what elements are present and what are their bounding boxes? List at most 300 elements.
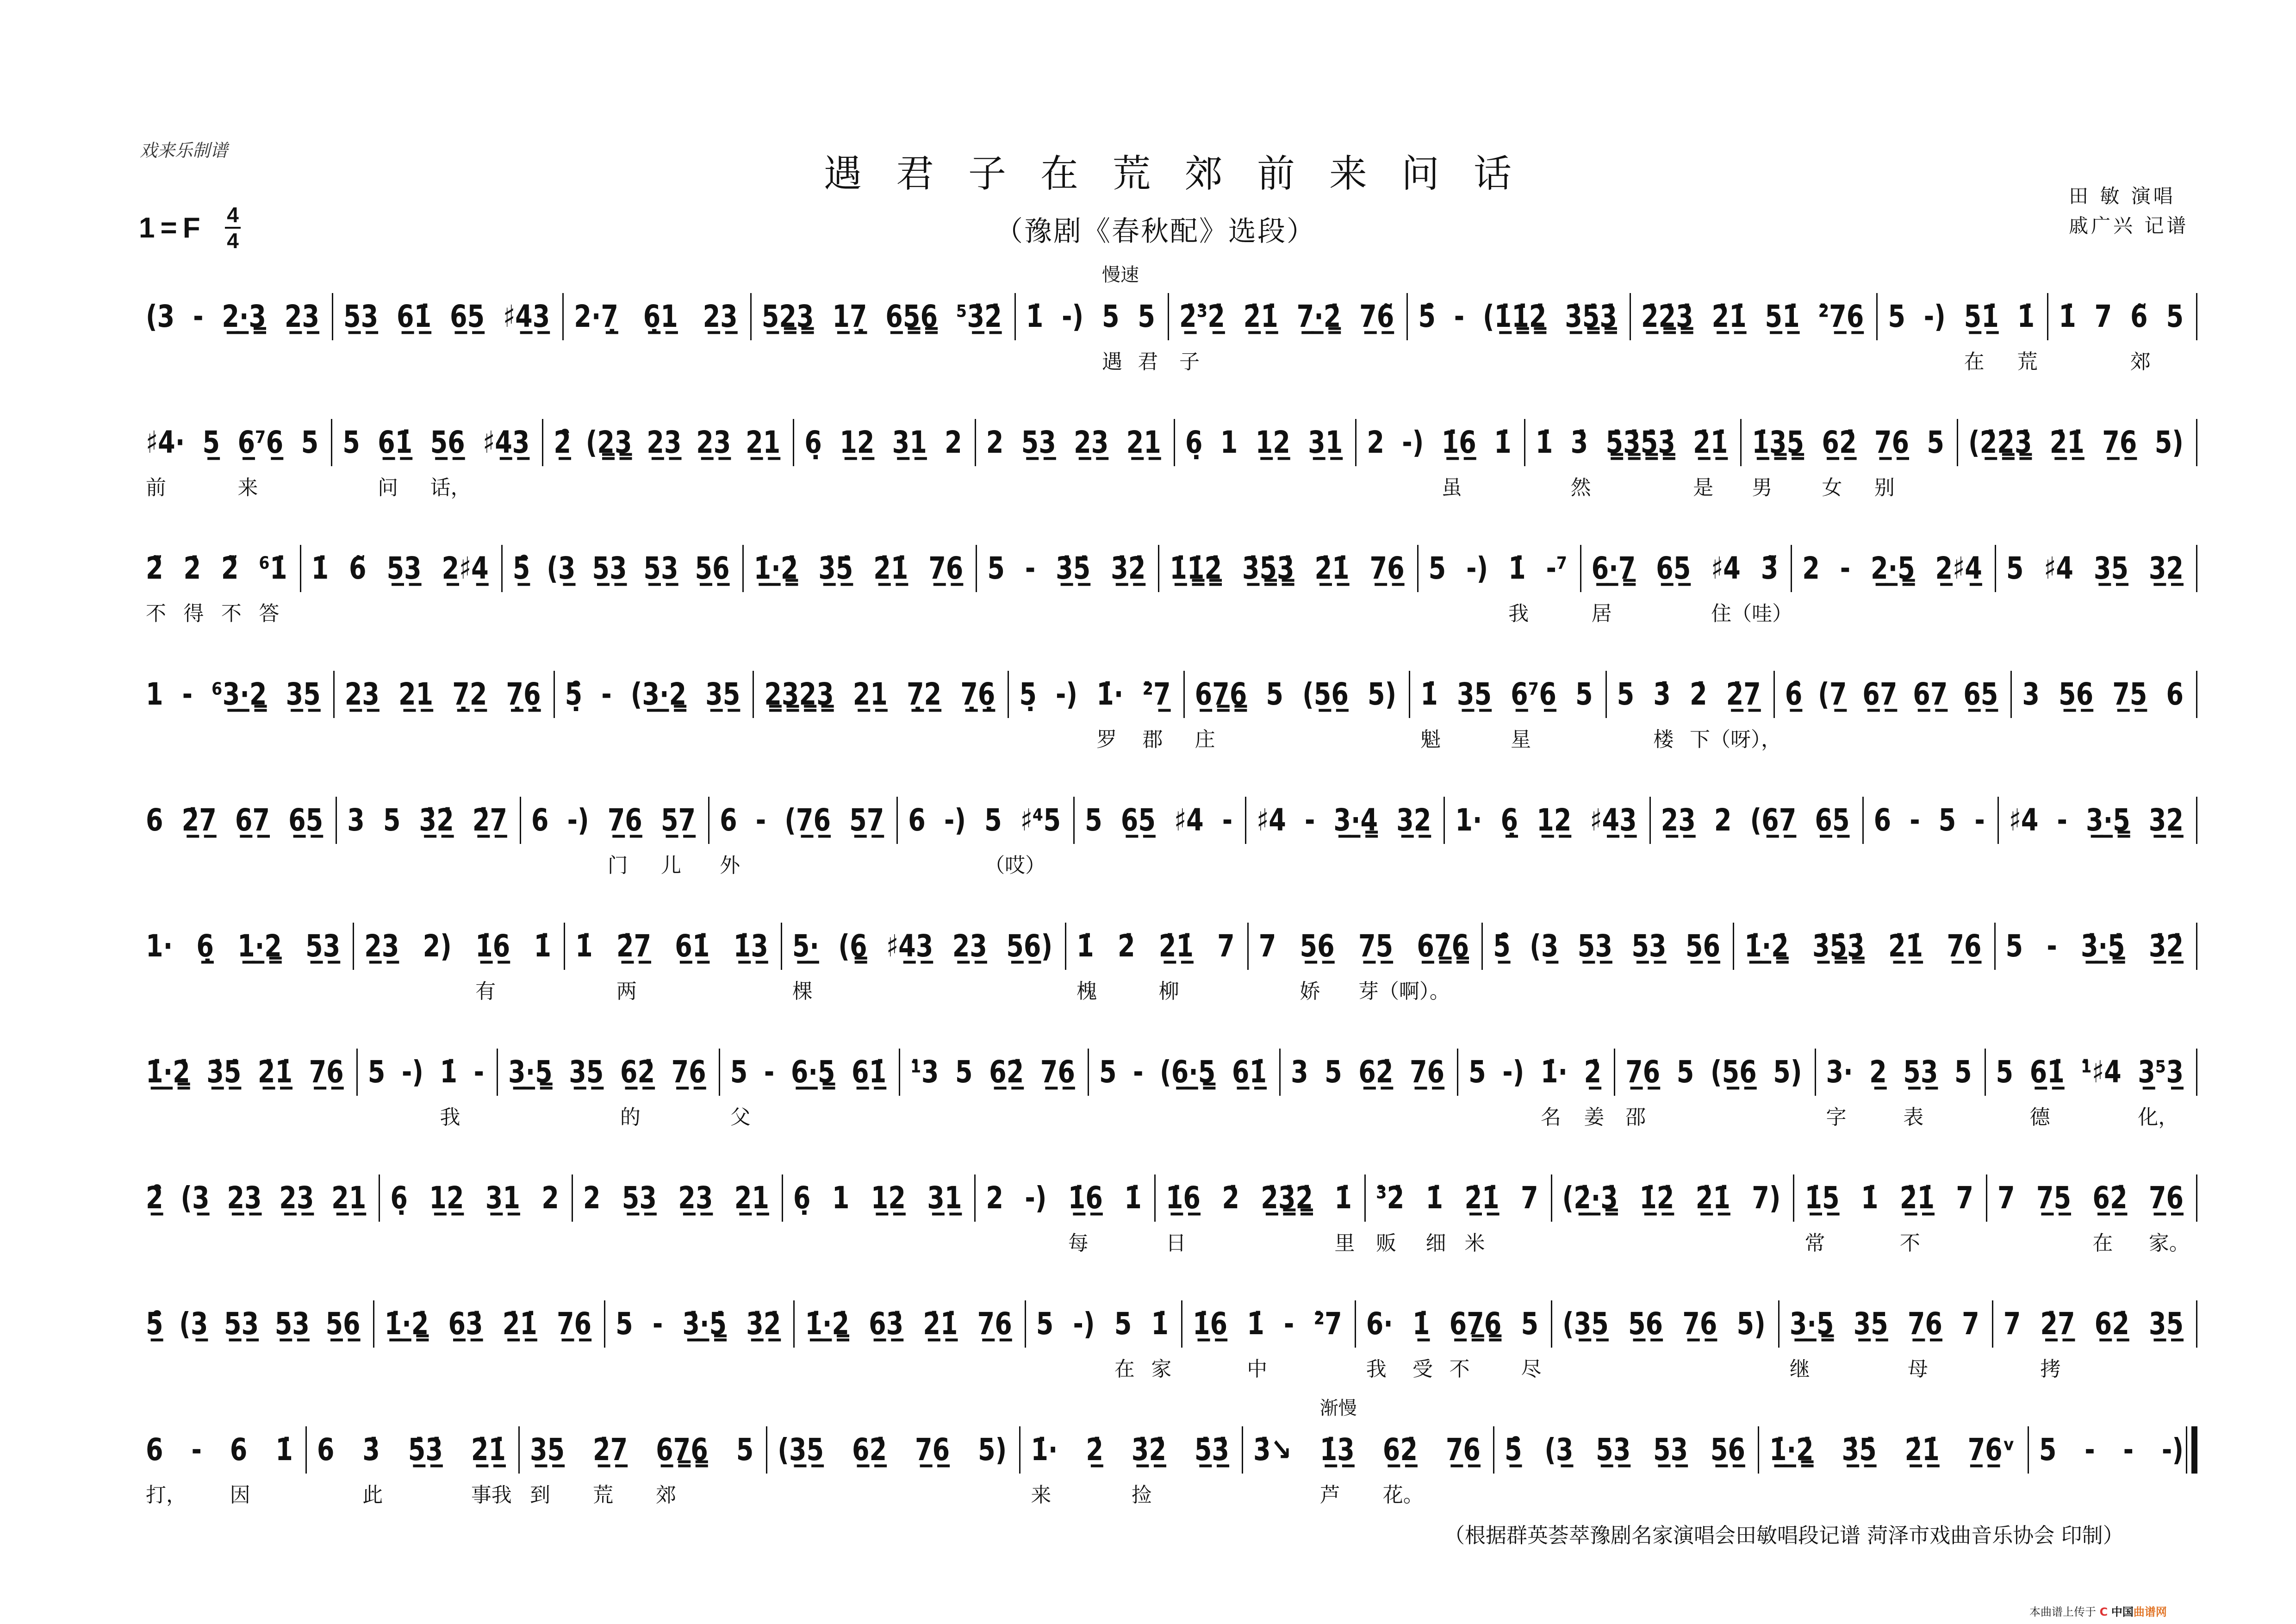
notes: 5̑ — [1418, 298, 1436, 334]
note-group — [2040, 1300, 2075, 1381]
note-group — [1319, 1398, 1357, 1507]
tempo-marking: 渐慢 — [1319, 1398, 1357, 1419]
notes: 7̲6̲ — [2102, 424, 2137, 460]
notes: 5̲6̲ — [1685, 928, 1721, 964]
note-group — [2036, 1174, 2071, 1222]
notes: - — [1840, 550, 1851, 586]
note-group — [1562, 1174, 1618, 1222]
lyric: 家。 — [2148, 1231, 2190, 1255]
note-group — [473, 797, 507, 844]
note-group — [1420, 671, 1441, 751]
notes: 5̲2̳3̳ — [761, 298, 814, 334]
lyric: 字 — [1826, 1106, 1847, 1129]
note-group — [1222, 797, 1232, 844]
notes: 5̲6̲ — [695, 550, 730, 586]
measure — [1999, 797, 2197, 923]
note-group — [592, 545, 627, 592]
notes: 3̲⁵3̲ — [2138, 1054, 2184, 1090]
notes: 6̲⁷6̲ — [1511, 676, 1556, 712]
note-group — [987, 545, 1005, 592]
notes: 2̲̇7̲ — [181, 802, 217, 838]
notes: 5) — [978, 1431, 1007, 1468]
notes: 7̲6̲ — [1874, 424, 1910, 460]
notes: 5 — [1617, 676, 1635, 712]
note-group — [471, 1426, 512, 1507]
notes: 2 — [1367, 424, 1384, 460]
note-group — [1257, 797, 1286, 844]
notes: 5̲6̲ — [325, 1305, 361, 1342]
notes: 5 — [2006, 550, 2024, 586]
note-group — [1625, 1049, 1661, 1129]
note-group — [1454, 293, 1464, 340]
notes: 2̲̇3̳̇2̳̇ — [1261, 1180, 1313, 1216]
notes: 7̲5̲ — [1358, 928, 1394, 964]
lyric: 答 — [259, 602, 280, 625]
notes: (2̳3̳ — [585, 424, 632, 460]
note-group — [259, 545, 287, 625]
note-group — [569, 1049, 604, 1096]
notes: - — [182, 676, 193, 712]
note-group — [1693, 419, 1728, 500]
notes: 1̲·̲2̳ — [237, 928, 282, 964]
note-group — [146, 1174, 163, 1222]
watermark-site-name-accent: 曲谱网 — [2133, 1605, 2167, 1618]
note-group — [305, 923, 340, 970]
lyric: 母 — [1907, 1357, 1928, 1381]
note-group — [1142, 671, 1171, 751]
note-group — [1964, 293, 1999, 374]
notes: -) — [1502, 1054, 1524, 1090]
lyric: 话， — [430, 476, 471, 500]
note-group — [1464, 1174, 1500, 1255]
lyric: 德 — [2029, 1106, 2050, 1129]
measure — [900, 1049, 1089, 1174]
notes: 5̣̑ — [565, 676, 583, 712]
notes: 2̇ — [1689, 676, 1707, 712]
notes: -) — [1062, 298, 1084, 334]
notes: - — [2123, 1431, 2134, 1468]
note-group — [660, 797, 696, 877]
notes: 5 — [987, 550, 1005, 586]
lyric: 尽 — [1521, 1357, 1542, 1381]
measure — [1525, 419, 1742, 545]
measure — [1366, 1174, 1552, 1300]
notes: 5 — [1266, 676, 1283, 712]
notes: 1̲̇·̲2̳̇ — [146, 1054, 190, 1090]
notes: 6̲3̲̇ — [448, 1305, 483, 1342]
note-group — [1261, 1174, 1313, 1222]
notes: 6̲̣1̲ — [643, 298, 678, 334]
notes: 2̲̇1̲̇ — [2049, 424, 2084, 460]
lyric: 来 — [237, 476, 258, 500]
measure — [136, 671, 335, 797]
note-group — [2095, 1300, 2129, 1348]
lyric: 在 — [2092, 1231, 2113, 1255]
notes: 2̲3̲ — [647, 424, 682, 460]
measure — [2048, 293, 2197, 419]
measure — [1066, 923, 1249, 1049]
note-group — [1963, 671, 1998, 718]
notes: 5̲ — [202, 424, 220, 460]
note-group — [1179, 293, 1225, 374]
note-group — [1818, 293, 1864, 340]
note-group — [792, 923, 819, 1003]
note-group — [258, 1049, 292, 1096]
note-group — [1862, 671, 1897, 718]
notes: 5̣ — [1019, 676, 1037, 712]
note-group — [385, 1300, 429, 1348]
measure — [374, 1300, 605, 1426]
score-line — [136, 545, 2197, 671]
note-group — [1677, 1049, 1694, 1096]
note-group — [474, 1049, 484, 1096]
note-group — [1536, 419, 1553, 466]
note-group — [1253, 1426, 1292, 1474]
measure — [380, 1174, 573, 1300]
note-group — [1521, 1300, 1542, 1381]
measure — [521, 797, 709, 923]
notes: 2̲♯4̲ — [442, 550, 489, 586]
lyric: 柳 — [1158, 980, 1179, 1003]
note-group — [2112, 671, 2147, 718]
note-group — [146, 293, 174, 340]
notes: ♯4 — [2044, 550, 2073, 586]
note-group — [311, 545, 329, 592]
score-line — [136, 671, 2197, 797]
lyric: 庄 — [1195, 728, 1215, 751]
note-group — [179, 1300, 208, 1348]
note-group — [1769, 1426, 1814, 1474]
notes: 2 — [986, 424, 1004, 460]
measure — [354, 923, 565, 1049]
note-group — [503, 293, 550, 340]
notes: 5 — [383, 802, 401, 838]
notes: 2̲3̲ — [703, 298, 738, 334]
notes: 2̲̑ — [146, 1180, 163, 1216]
lyric: 芦 — [1319, 1483, 1340, 1507]
note-group — [1840, 545, 1850, 592]
note-group — [1313, 1300, 1342, 1348]
notes: 3 — [2022, 676, 2040, 712]
notes: ♯4 — [1174, 802, 1204, 838]
note-group — [1151, 1300, 1172, 1381]
lyric: 住（哇） — [1711, 602, 1793, 625]
note-group — [622, 1174, 657, 1222]
note-group — [607, 797, 642, 877]
lyric: 荒 — [2017, 350, 2038, 374]
notes: 1· — [1455, 802, 1482, 838]
lyric: 化， — [2138, 1106, 2179, 1129]
notes: 2 — [583, 1180, 601, 1216]
lyric: 不 — [221, 602, 242, 625]
notes: 6 — [2166, 676, 2184, 712]
note-group — [1170, 545, 1222, 592]
measure — [976, 419, 1175, 545]
note-group — [1256, 419, 1290, 466]
notes: 6 — [908, 802, 926, 838]
note-group — [620, 1049, 655, 1129]
measure — [1651, 797, 1864, 923]
notes: 7̲6̲ — [1369, 550, 1405, 586]
notes: 5 — [736, 1431, 754, 1468]
note-group — [1869, 1049, 1887, 1096]
notes: 1 — [832, 1180, 850, 1216]
notes: 7 — [2094, 298, 2112, 334]
notes: 7̲6̲ — [556, 1305, 592, 1342]
notes: ♯4̲3̲ — [483, 424, 530, 460]
notes: 7̲·̲2̳̇ — [1296, 298, 1341, 334]
lyric: 里 — [1334, 1231, 1355, 1255]
note-group — [945, 419, 962, 466]
notes: 6̲1̲̇ — [675, 928, 710, 964]
notes: 5 — [2005, 928, 2023, 964]
notes: 5 — [1676, 1054, 1694, 1090]
note-group — [1195, 1426, 1229, 1474]
note-group — [1396, 797, 1431, 844]
measure — [605, 1300, 795, 1426]
note-group — [927, 1174, 962, 1222]
lyric: 男 — [1752, 476, 1773, 500]
notes: 6̲7̳6̳ — [1417, 928, 1469, 964]
notes: 5̲̑ — [146, 1305, 163, 1342]
notes: 5̲̑ — [1504, 1431, 1522, 1468]
note-group — [1812, 923, 1865, 970]
note-group — [1905, 1426, 1940, 1474]
lyric: 芽（啊）。 — [1358, 980, 1450, 1003]
note-group — [146, 797, 163, 844]
notes: 7̲5̲ — [2112, 676, 2147, 712]
note-group — [832, 1174, 850, 1222]
notes: 1̲̇6̲ — [1441, 424, 1476, 460]
notes: (2̲̇·̲3̳̇ — [1562, 1180, 1618, 1216]
notes: 3̲1̲ — [892, 424, 927, 460]
notes: 7 — [2003, 1305, 2021, 1342]
note-group — [206, 1049, 241, 1096]
note-group — [1291, 1049, 1308, 1096]
note-group — [1259, 923, 1276, 970]
note-group — [915, 1426, 950, 1474]
note-group — [1359, 293, 1394, 340]
note-group — [450, 293, 485, 340]
notes: 6̣ — [390, 1180, 408, 1216]
credits — [2069, 181, 2189, 241]
note-group — [557, 1300, 591, 1348]
notes: 7̲6̲ — [1907, 1305, 1942, 1342]
note-group — [1195, 671, 1247, 751]
measure — [1780, 1300, 1993, 1426]
notes: 1̇ — [1151, 1305, 1169, 1342]
note-group — [1111, 545, 1145, 592]
notes: 3̲2̲ — [1396, 802, 1431, 838]
measure — [1356, 419, 1525, 545]
measure — [564, 293, 751, 419]
measure — [136, 545, 301, 671]
note-group — [1333, 797, 1378, 844]
measure — [1987, 1174, 2197, 1300]
note-group — [1530, 923, 1558, 970]
measure — [1246, 797, 1445, 923]
notes: (3̲ — [180, 1180, 210, 1216]
note-group — [1537, 797, 1571, 844]
notes: (3̲ — [1530, 928, 1559, 964]
notes: (3̲ — [547, 550, 576, 586]
lyric: 得 — [183, 602, 204, 625]
lyric: 家 — [1151, 1357, 1172, 1381]
notes: 2̲̑ — [554, 424, 571, 460]
notes: 7̲6̲ — [928, 550, 964, 586]
notes: 1̇ — [311, 550, 329, 586]
notes: 1̇ — [1425, 1180, 1444, 1216]
note-group — [1455, 797, 1482, 844]
notes: 2̲̇1̲̇ — [1904, 1431, 1940, 1468]
lyric: 中 — [1247, 1357, 1268, 1381]
lyric: 我 — [440, 1106, 460, 1129]
lyric: 我 — [1508, 602, 1529, 625]
note-group — [1927, 419, 1944, 466]
note-group — [1711, 1426, 1745, 1474]
note-group — [2006, 923, 2023, 970]
note-group — [1457, 671, 1492, 718]
notes: 5̲̑ — [1493, 928, 1511, 964]
notes: 5̲6̲ — [1300, 928, 1335, 964]
note-group — [485, 1174, 520, 1222]
measure — [520, 1426, 767, 1552]
note-group — [1590, 797, 1636, 844]
performer-credit: 田 敏 演唱 — [2069, 185, 2176, 207]
note-group — [1031, 1426, 1058, 1507]
notes: (3̲ — [1544, 1431, 1574, 1468]
note-group — [1726, 671, 1761, 718]
note-group — [672, 1049, 706, 1096]
note-group — [944, 797, 966, 844]
note-group — [182, 671, 193, 718]
note-group — [343, 293, 378, 340]
notes: 6̲1̲̇ — [2029, 1054, 2065, 1090]
note-group — [1232, 1049, 1267, 1096]
notes: 6̲2̲̇ — [1822, 424, 1857, 460]
note-group — [503, 1300, 537, 1348]
notes: 5 — [1138, 298, 1155, 334]
notes: 6̣ — [1185, 424, 1203, 460]
notes: 7̲̣6̲̣ — [960, 676, 996, 712]
measure — [744, 545, 977, 671]
lyric: 此 — [362, 1483, 383, 1507]
note-group — [805, 1300, 849, 1348]
notes: (6̳ — [838, 928, 867, 964]
note-group — [1789, 1300, 1834, 1381]
note-group — [448, 1300, 483, 1348]
notes: 5 — [616, 1305, 633, 1342]
notes: 2̲3̲ — [364, 928, 399, 964]
notes: 2̲1̲ — [746, 424, 781, 460]
notes: 1· — [146, 928, 173, 964]
notes: 5̲̇3̲̇ — [408, 1431, 443, 1468]
page-subtitle: （豫剧《春秋配》选段） — [995, 215, 1316, 248]
note-group — [1302, 671, 1349, 718]
note-group — [1744, 923, 1789, 970]
notes: 6̲5̲ — [1815, 802, 1850, 838]
measure — [1581, 545, 1792, 671]
note-group — [1575, 671, 1593, 718]
lyric: 郡 — [1142, 728, 1163, 751]
notes: 6̲7̲ — [1913, 676, 1948, 712]
notes: 6̲2̲̇ — [2094, 1305, 2129, 1342]
notes: (3̲5̲ — [1562, 1305, 1609, 1342]
notes: 1̲̇6̲ — [1165, 1180, 1201, 1216]
note-group — [736, 1426, 754, 1474]
note-group — [1019, 671, 1037, 718]
notes: 6̲5̲ — [288, 802, 324, 838]
note-group — [221, 545, 242, 625]
lyric: 问 — [378, 476, 398, 500]
note-group — [224, 1300, 259, 1348]
notes: 6 — [1873, 802, 1892, 838]
note-group — [2149, 545, 2184, 592]
note-group — [390, 1174, 408, 1222]
notes: 5 — [1888, 298, 1905, 334]
note-group — [2095, 293, 2112, 340]
notes: 6̲1̲̇ — [1232, 1054, 1267, 1090]
notes: 2̇ — [1117, 928, 1135, 964]
note-group — [734, 923, 768, 970]
notes: 5 — [984, 802, 1002, 838]
notes: 1̲̇1̳̇2̳̇ — [1170, 550, 1222, 586]
notes: ²̇7̲6̲ — [1818, 298, 1864, 334]
measure — [782, 923, 1066, 1049]
note-group — [541, 1174, 559, 1222]
lyric: 不 — [1899, 1231, 1920, 1255]
measure — [1408, 293, 1631, 419]
notes: 5 — [2166, 298, 2184, 334]
note-group — [182, 797, 217, 844]
notes: 3̲1̲ — [927, 1180, 962, 1216]
measure — [337, 797, 521, 923]
measure — [543, 419, 794, 545]
note-group — [2081, 1049, 2121, 1096]
note-group — [1118, 923, 1135, 970]
notes: ²̇7 — [1313, 1305, 1342, 1342]
note-group — [331, 1174, 366, 1222]
score-line — [136, 264, 2197, 419]
notes: 2̲3̲ — [279, 1180, 314, 1216]
notes: -) — [567, 802, 589, 838]
note-group — [1822, 419, 1857, 500]
notes: 2̲̇1̲̇ — [873, 550, 908, 586]
note-group — [408, 1426, 443, 1474]
lyric: 郊 — [656, 1483, 677, 1507]
note-group — [756, 797, 766, 844]
notes: - — [1133, 1054, 1144, 1090]
note-group — [212, 671, 267, 718]
note-group — [1402, 419, 1424, 466]
lyric: 我 — [1366, 1357, 1387, 1381]
notes: 3̲·̲5̳ — [508, 1054, 553, 1090]
note-group — [1314, 545, 1349, 592]
note-group — [1247, 1300, 1268, 1381]
notes: - — [1283, 1305, 1294, 1342]
note-group — [531, 797, 549, 844]
note-group — [1562, 1300, 1609, 1348]
notes: 5) — [1736, 1305, 1766, 1342]
note-group — [1888, 293, 1905, 340]
note-group — [791, 1049, 835, 1096]
note-group — [146, 419, 185, 500]
lyric: 是 — [1693, 476, 1714, 500]
note-group — [923, 1300, 958, 1348]
notes: 6̲5̳6̳ — [885, 298, 938, 334]
notes: 3̲5̲ — [1853, 1305, 1888, 1342]
notes: 5̲3̲ — [1903, 1054, 1938, 1090]
